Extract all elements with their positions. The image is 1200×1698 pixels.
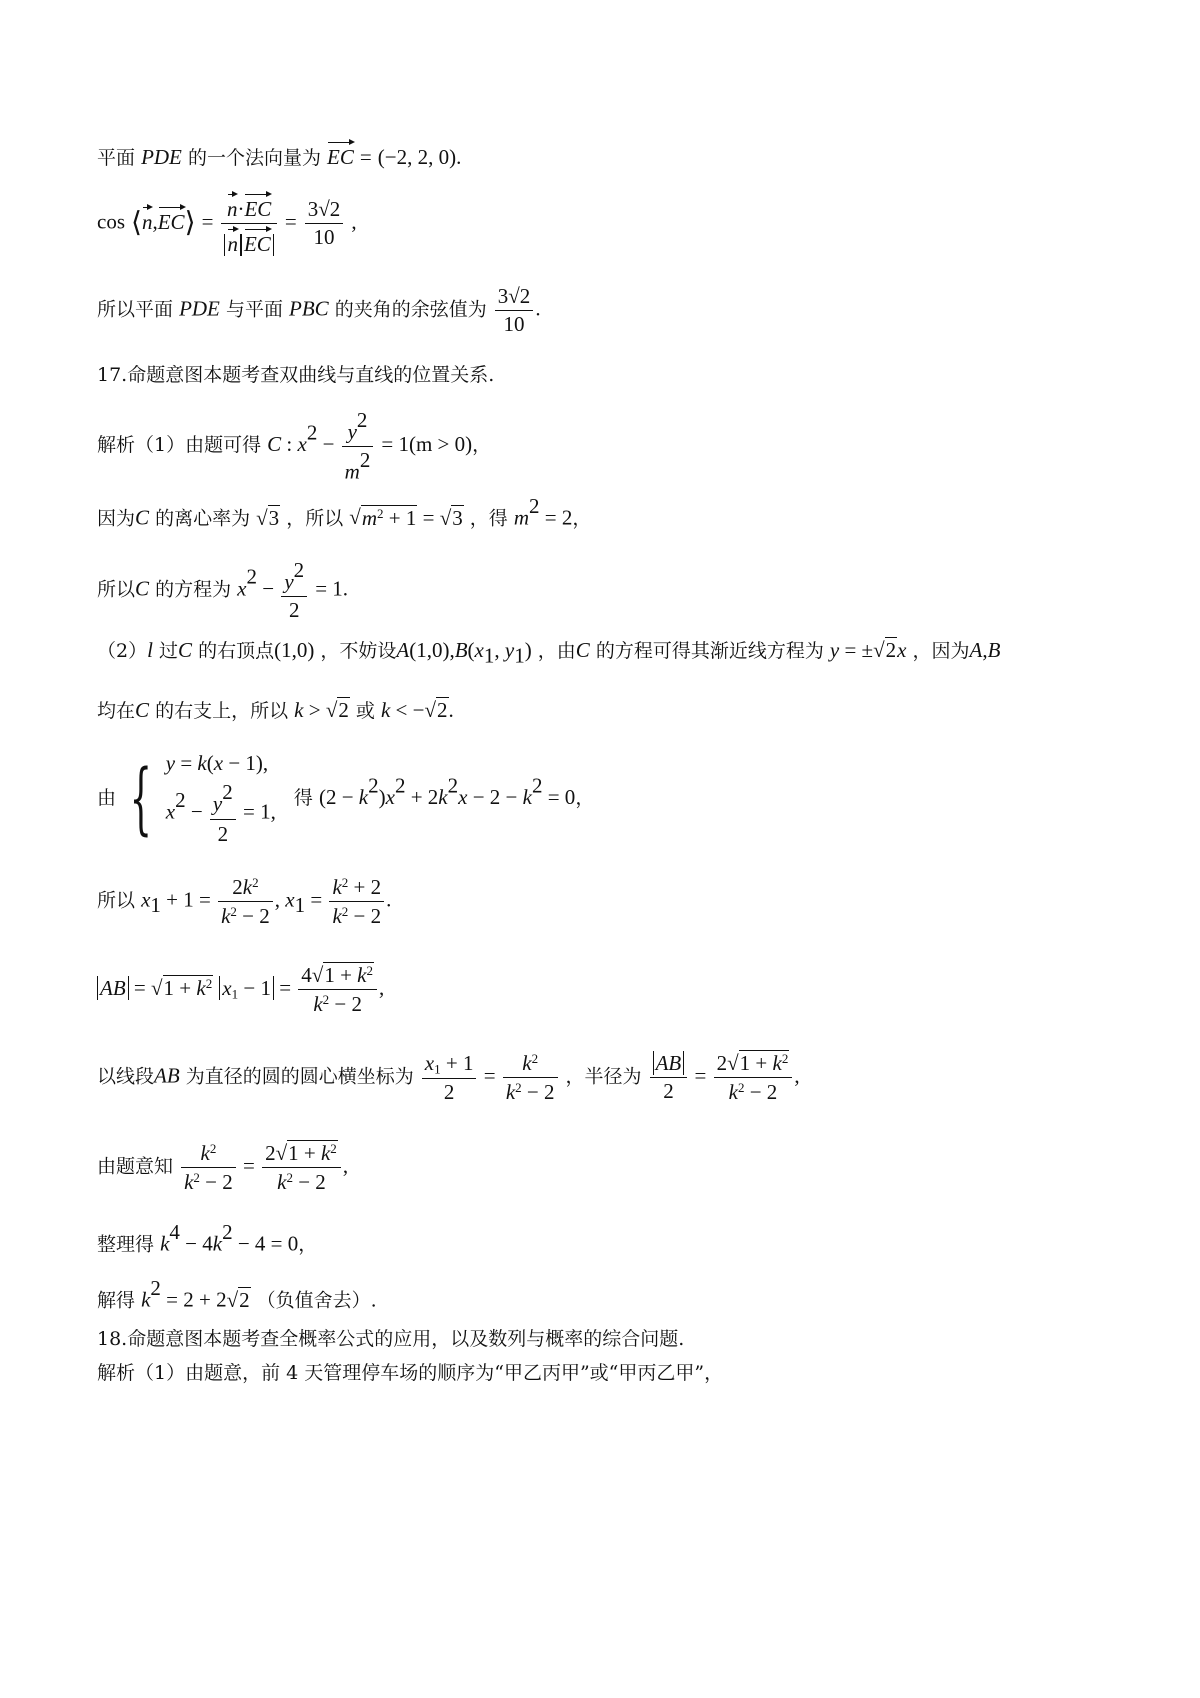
text: 的一个法向量为 <box>187 147 321 169</box>
angle-cos-value: $\frac{3√2}{10}$ <box>495 286 534 335</box>
q17-x1: 所以 $x_1 + 1$ = $\frac{2k^2}{k^2 - 2}$ , $x_1$ = $\frac{k^2 + 2}{k^2 - 2}$ . <box>97 875 392 929</box>
text: 因为 <box>97 507 136 530</box>
q17-eccentricity: 因为C 的离心率为 √3 ，所以 $√m^2 + 1 = √3$ ，得 $m^2 = 2$， <box>97 494 592 530</box>
q17-simplify: 整理得 $k^4 - 4k^2 - 4 = 0$， <box>97 1220 318 1256</box>
text: 所以 <box>97 578 136 601</box>
text: 由 <box>97 786 117 809</box>
text: ，所以 <box>286 507 344 530</box>
text: ，不妨设 <box>320 640 397 662</box>
plane-pde: PDE <box>141 145 182 169</box>
q17-system: 由 { y = k(x − 1), $x^2$ − $\frac{y^2}{2}$ = 1, 得 $(2 - k^2)x^2 + 2k^2x - 2 - k^2 = 0$， <box>97 751 595 846</box>
vector-ec-2: EC <box>158 205 185 233</box>
text: 解得 <box>97 1289 136 1312</box>
text: 或 <box>355 700 375 722</box>
line-cosine-formula: cos ⟨n,EC⟩ = $\frac{n\cdot EC}{\text{n EC}}$ = $\frac{3√2}{10}$ , <box>97 192 1140 255</box>
q17-part2: （2）l 过C 的右顶点(1,0) ，不妨设$A(1,0),B(x_1$, $y_1$) ，由C 的方程可得其渐近线方程为 y = ±√2x ，因为A,B <box>97 638 1001 668</box>
text: 过 <box>158 640 178 662</box>
q17-title: 17.命题意图本题考查双曲线与直线的位置关系. <box>97 364 495 386</box>
q17-part1: 解析（1）由题可得 C : $x^2$ − $\frac{y^2}{m^2}$ = 1(m > 0)， <box>97 408 492 484</box>
text: ，半径为 <box>565 1065 642 1088</box>
q17-right-branch: 均在C 的右支上，所以 k > √2 或 k < −√2. <box>97 698 454 722</box>
q17-solution: 解得 $k^2 = 2 + 2√2$ （负值舍去）. <box>97 1276 377 1312</box>
q17-circle: 以线段AB 为直径的圆的圆心横坐标为 $\frac{x_1 + 1}{2}$ = $\frac{k^2}{k^2 - 2}$ ，半径为 $\frac{AB}{2}$ = $\frac{2√1 + k^2}{k^2 - 2}$ , <box>97 1050 800 1105</box>
text: ，由 <box>537 640 576 662</box>
text: 的离心率为 <box>155 507 251 530</box>
text: 为直径的圆的圆心横坐标为 <box>185 1065 414 1088</box>
text: 与平面 <box>225 298 283 321</box>
line-normal-vector: 平面 PDE 的一个法向量为 EC = (−2, 2, 0). <box>97 140 1140 168</box>
line-angle-cosine: 所以平面 PDE 与平面 PBC 的夹角的余弦值为 $\frac{3√2}{10}$ . <box>97 284 541 336</box>
vector-ec: EC <box>327 140 354 168</box>
text: （负值舍去）. <box>256 1289 377 1312</box>
cos-label: cos <box>97 209 125 234</box>
plane-pbc: PBC <box>289 296 329 321</box>
q17-equation: 所以C 的方程为 $x^2$ − $\frac{y^2}{2}$ = 1. <box>97 558 349 622</box>
text: 的夹角的余弦值为 <box>334 298 487 321</box>
vector-value: (−2, 2, 0). <box>377 145 462 169</box>
text: 的右支上，所以 <box>155 700 289 722</box>
text: 整理得 <box>97 1233 155 1256</box>
text: 均在 <box>97 700 136 722</box>
text: 的方程可得其渐近线方程为 <box>595 640 824 662</box>
m-condition: (m > 0) <box>408 432 473 457</box>
cos-result: $\frac{3√2}{10}$ <box>305 199 344 248</box>
q18-title: 18.命题意图本题考查全概率公式的应用，以及数列与概率的综合问题. <box>97 1328 685 1350</box>
text: ，因为 <box>912 640 970 662</box>
text: 解析（1）由题可得 <box>97 434 262 457</box>
text: 由题意知 <box>97 1155 174 1178</box>
text: 以线段 <box>97 1065 155 1088</box>
q17-condition: 由题意知 $\frac{k^2}{k^2 - 2}$ = $\frac{2√1 + k^2}{k^2 - 2}$ , <box>97 1141 349 1195</box>
vector-n: n <box>142 205 153 233</box>
text: （2） <box>97 640 148 662</box>
text: 平面 <box>97 147 136 169</box>
q17-ab-length: AB = $√1 + k^2$ $x_1 - 1$ = $\frac{4√1 + k^2}{k^2 - 2}$ , <box>97 964 1140 1015</box>
q18-part1: 解析（1）由题意，前 4 天管理停车场的顺序为“甲乙丙甲”或“甲丙乙甲”， <box>97 1362 724 1384</box>
text: 所以平面 <box>97 298 174 321</box>
text: 的右顶点 <box>198 640 275 662</box>
text: 得 <box>293 786 313 809</box>
text: ，得 <box>469 507 508 530</box>
plane-pde: PDE <box>179 296 220 321</box>
text: 所以 <box>97 889 136 912</box>
dot-fraction: $\frac{n\cdot EC}{\text{n EC}}$ <box>221 192 276 255</box>
text: 的方程为 <box>155 578 232 601</box>
